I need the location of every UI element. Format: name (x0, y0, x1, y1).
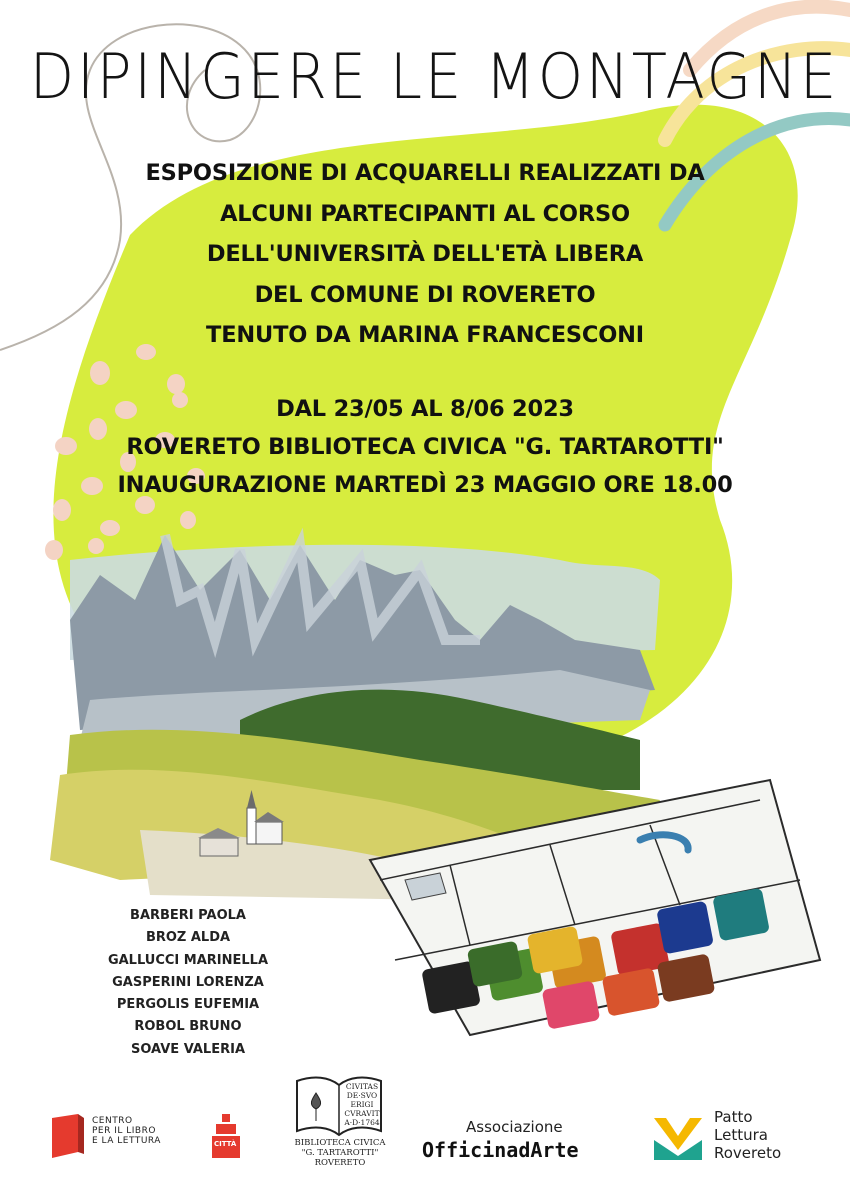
officina-name: OfficinadArte (422, 1138, 579, 1162)
event-opening: INAUGURAZIONE MARTEDÌ 23 MAGGIO ORE 18.00 (117, 472, 733, 498)
citta-logo (210, 1112, 242, 1160)
seal-line: CVRAVIT (344, 1109, 380, 1118)
artist-name: BARBERI PAOLA (130, 908, 246, 923)
artist-name: GALLUCCI MARINELLA (107, 952, 269, 968)
seal-line: DE·SVO (346, 1091, 378, 1100)
seal-line: CIVITAS (345, 1082, 379, 1091)
officina-logo (422, 1118, 612, 1164)
biblioteca-line: "G. TARTAROTTI" (301, 1148, 379, 1158)
officina-association: Associazione (466, 1118, 563, 1136)
centro-line: E LA LETTURA (92, 1136, 161, 1146)
description-line: DELL'UNIVERSITÀ DELL'ETÀ LIBERA (206, 241, 644, 267)
centro-libro-icon (48, 1112, 88, 1160)
description-line: DEL COMUNE DI ROVERETO (254, 281, 596, 308)
biblioteca-line: BIBLIOTECA CIVICA (294, 1138, 386, 1148)
seal-lettering (342, 1082, 382, 1127)
biblioteca-logo (290, 1075, 390, 1175)
artist-list (98, 905, 278, 1061)
description-line: ESPOSIZIONE DI ACQUARELLI REALIZZATI DA (145, 160, 705, 186)
description-line: TENUTO DA MARINA FRANCESCONI (206, 322, 644, 348)
patto-line: Rovereto (714, 1144, 782, 1162)
artist-name: BROZ ALDA (145, 930, 231, 946)
citta-icon (210, 1112, 242, 1160)
seal-line: A·D·1764 (344, 1118, 380, 1127)
event-info (25, 390, 825, 504)
centro-libro-logo (48, 1112, 178, 1162)
centro-line: CENTRO (92, 1116, 133, 1126)
artist-name: PERGOLIS EUFEMIA (116, 997, 260, 1013)
citta-label: CITTÀ (214, 1140, 237, 1148)
artist-name: SOAVE VALERIA (130, 1041, 246, 1057)
centro-line: PER IL LIBRO (92, 1126, 156, 1136)
event-dates: DAL 23/05 AL 8/06 2023 (276, 396, 574, 422)
patto-line: Lettura (714, 1126, 768, 1144)
event-venue: ROVERETO BIBLIOTECA CIVICA "G. TARTAROTTI" (126, 434, 724, 460)
seal-line: ERIGI (350, 1100, 374, 1109)
poster-title: DIPINGERE LE MONTAGNE (29, 40, 840, 113)
biblioteca-line: ROVERETO (314, 1158, 366, 1168)
artist-name: GASPERINI LORENZA (112, 974, 264, 990)
patto-lettura-logo (652, 1108, 802, 1168)
artist-name: ROBOL BRUNO (134, 1019, 242, 1035)
description-block (60, 153, 790, 356)
patto-book-icon (652, 1110, 704, 1162)
description-line: ALCUNI PARTECIPANTI AL CORSO (220, 200, 630, 227)
patto-line: Patto (714, 1108, 753, 1126)
